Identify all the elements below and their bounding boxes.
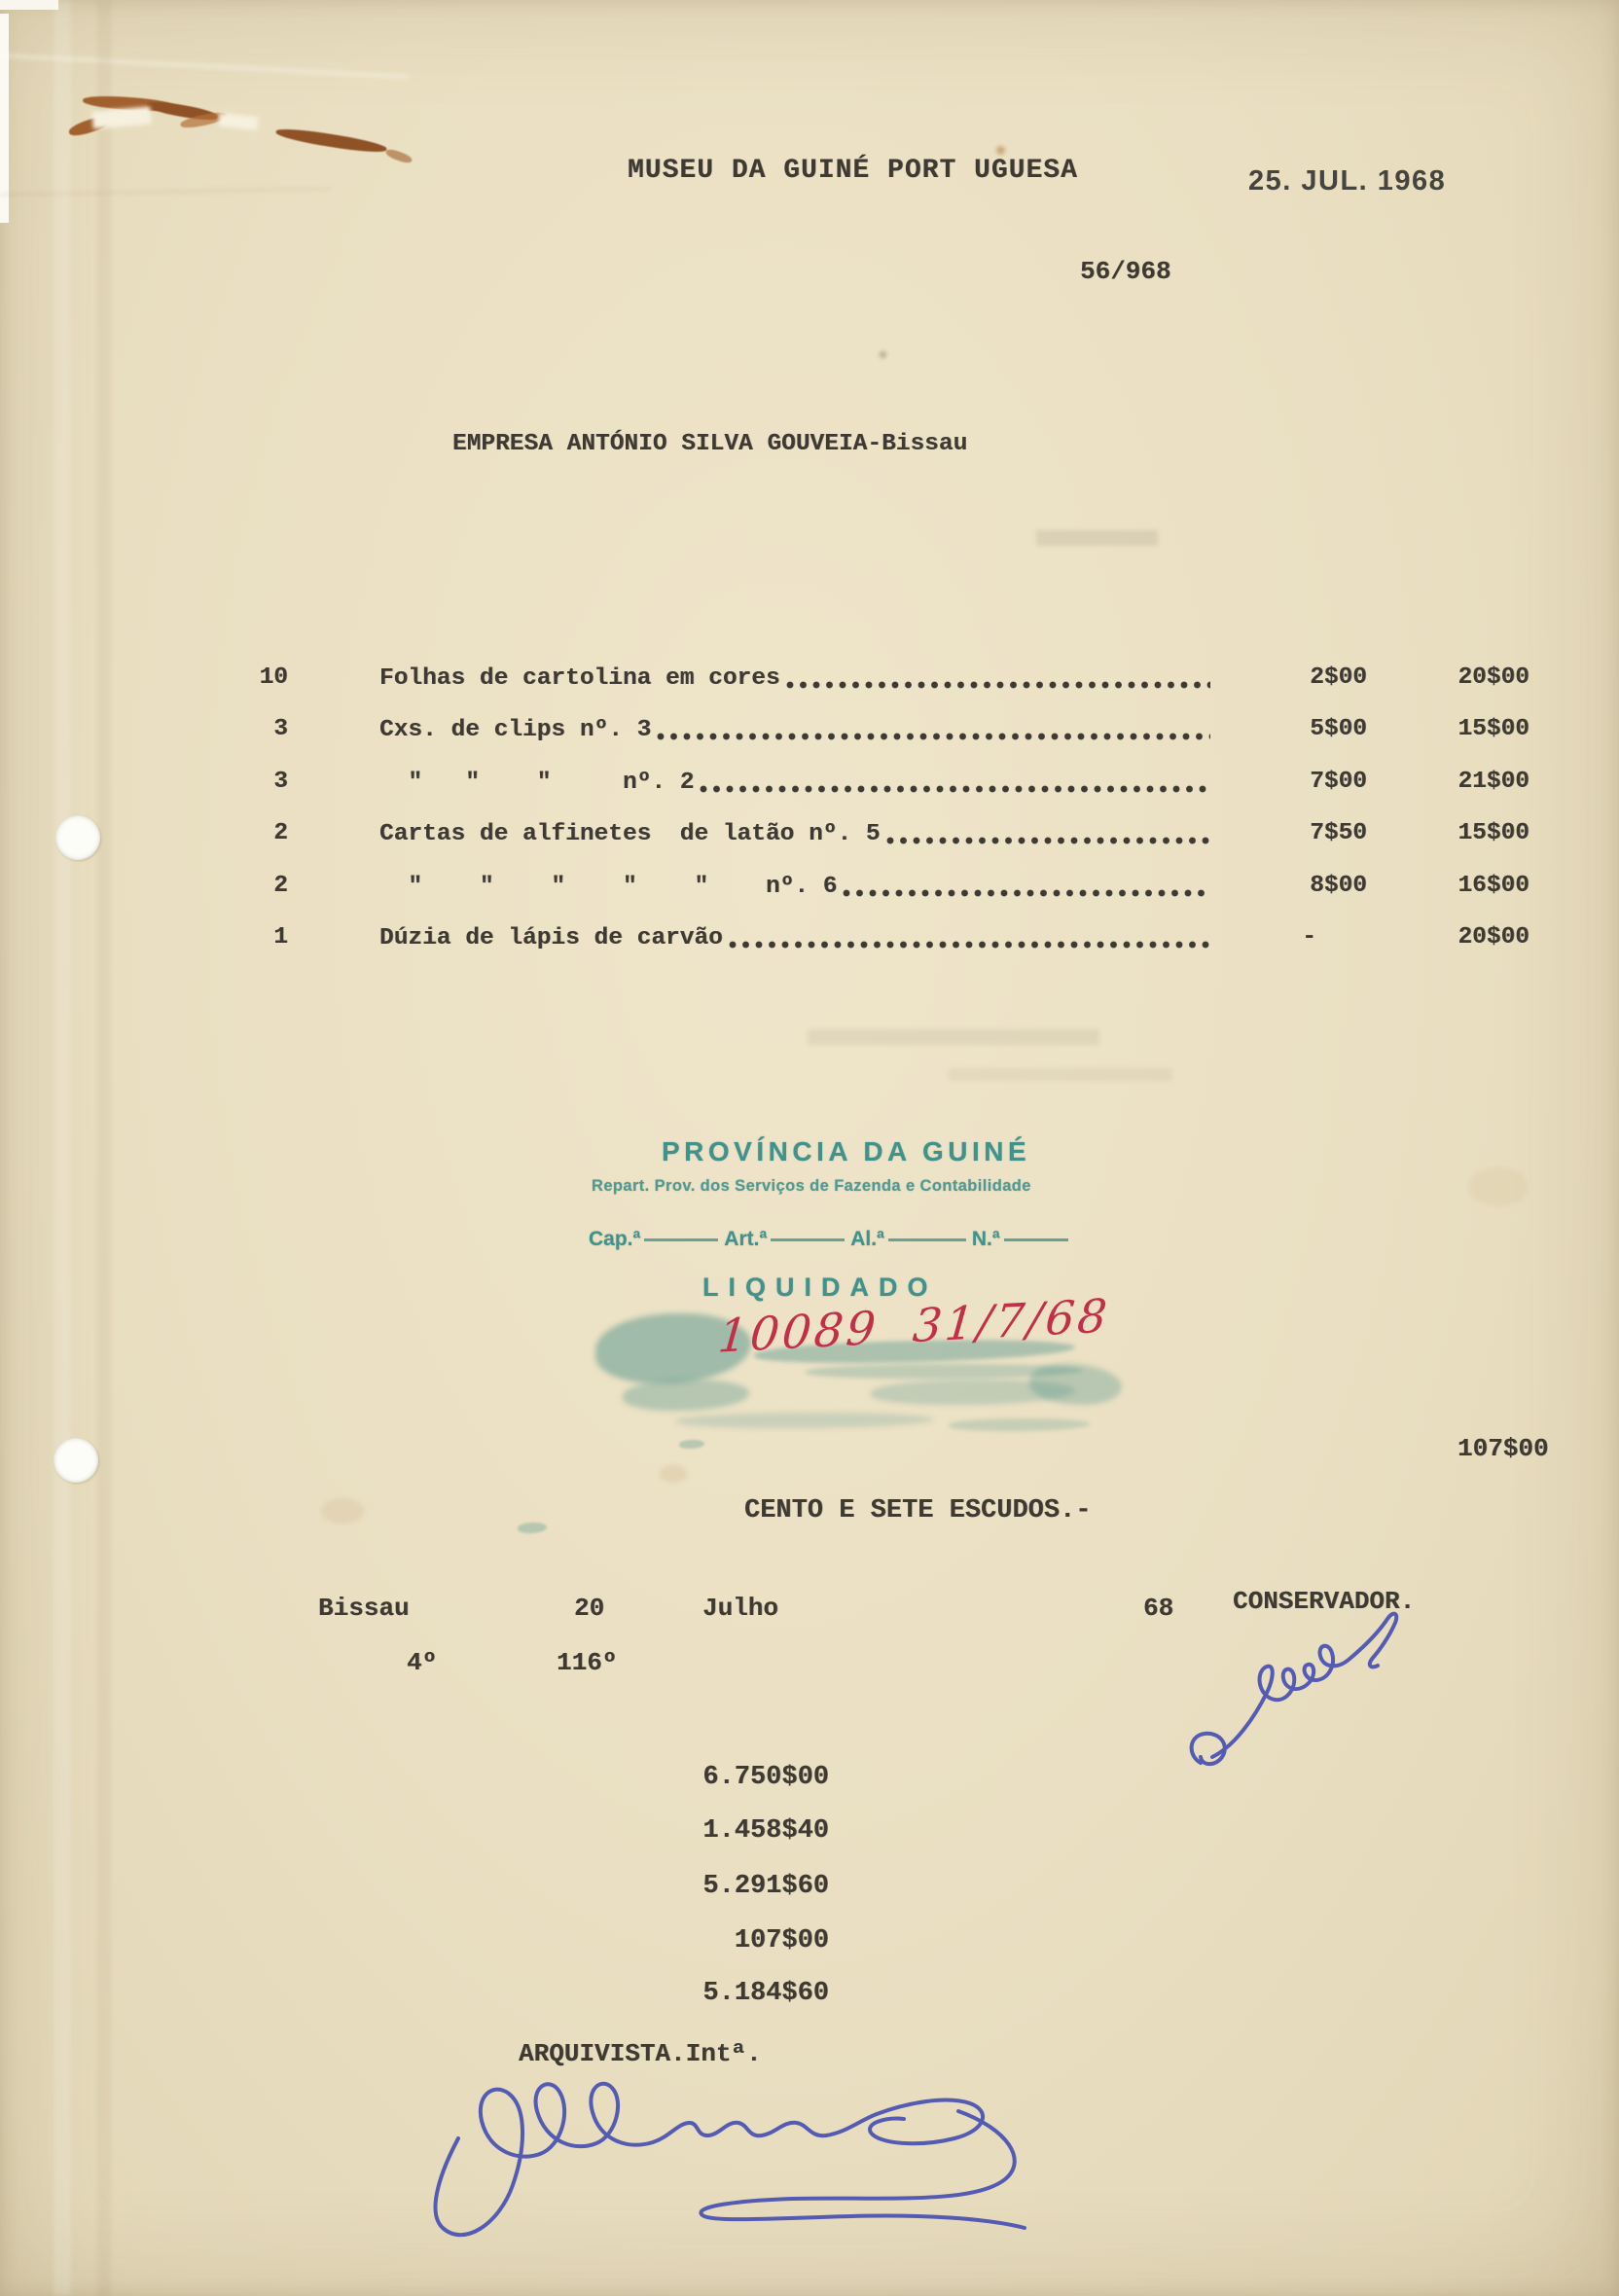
stamp-fields bbox=[589, 1228, 1074, 1251]
supplier-name: EMPRESA ANTÓNIO SILVA GOUVEIA-Bissau bbox=[452, 431, 968, 457]
stamp-liquidado: LIQUIDADO bbox=[702, 1273, 938, 1302]
stamp-field-line bbox=[644, 1238, 718, 1241]
stain bbox=[1469, 1167, 1528, 1206]
stain bbox=[321, 1498, 364, 1524]
stamp-field-line bbox=[771, 1238, 845, 1241]
calc-value: 5.184$60 bbox=[702, 1979, 829, 2008]
punch-hole-bottom bbox=[54, 1438, 98, 1483]
item-desc: " " " nº. 2 bbox=[379, 769, 1212, 798]
footer-year: 68 bbox=[1143, 1594, 1174, 1623]
item-unit-price: - bbox=[1302, 924, 1316, 951]
stamp-smudge bbox=[679, 1440, 704, 1449]
item-desc: Dúzia de lápis de carvão bbox=[379, 924, 1212, 953]
dot-leader bbox=[784, 680, 1210, 690]
footer-place: Bissau bbox=[318, 1594, 410, 1623]
item-qty: 2 bbox=[273, 873, 288, 899]
calc-column bbox=[603, 1763, 829, 2045]
item-desc: Folhas de cartolina em cores bbox=[379, 664, 1212, 694]
calc-value: 6.750$00 bbox=[702, 1763, 829, 1792]
dot-leader bbox=[884, 836, 1210, 845]
calc-value: 1.458$40 bbox=[702, 1816, 829, 1846]
total-in-words: CENTO E SETE ESCUDOS.- bbox=[744, 1496, 1092, 1525]
stamp-field-cap: Cap.ª bbox=[589, 1228, 641, 1250]
table-row bbox=[0, 716, 1619, 749]
item-qty: 3 bbox=[273, 716, 288, 742]
item-qty: 2 bbox=[273, 820, 288, 846]
stamp-field-line bbox=[1004, 1238, 1068, 1241]
item-qty: 1 bbox=[273, 924, 288, 951]
bleed-through-mark bbox=[808, 1029, 1099, 1045]
footer-ref-b: 116º bbox=[557, 1648, 618, 1677]
stamp-field-n: N.ª bbox=[971, 1228, 1000, 1250]
table-row bbox=[0, 873, 1619, 906]
dot-leader bbox=[655, 732, 1210, 741]
dot-leader bbox=[841, 888, 1210, 898]
stamp-smudge bbox=[949, 1418, 1090, 1431]
stamp-field-art: Art.ª bbox=[724, 1228, 768, 1250]
table-row bbox=[0, 820, 1619, 853]
stamp-smudge bbox=[623, 1380, 749, 1411]
item-total: 20$00 bbox=[1457, 664, 1529, 691]
calc-value: 5.291$60 bbox=[702, 1872, 829, 1901]
calc-value: 107$00 bbox=[734, 1926, 829, 1955]
fiscal-stamp bbox=[545, 1119, 1148, 1469]
arquivista-title: ARQUIVISTA.Intª. bbox=[519, 2039, 762, 2068]
item-qty: 3 bbox=[273, 769, 288, 795]
museum-title: MUSEU DA GUINÉ PORT UGUESA bbox=[628, 156, 1078, 186]
conservador-title: CONSERVADOR. bbox=[1233, 1587, 1416, 1616]
item-unit-price: 5$00 bbox=[1310, 716, 1367, 742]
stamp-field-line bbox=[888, 1238, 966, 1241]
item-total: 20$00 bbox=[1457, 924, 1529, 951]
footer-month: Julho bbox=[702, 1594, 779, 1623]
item-unit-price: 7$50 bbox=[1310, 820, 1367, 846]
item-desc: Cartas de alfinetes de latão nº. 5 bbox=[379, 820, 1212, 849]
item-unit-price: 8$00 bbox=[1310, 873, 1367, 899]
table-row bbox=[0, 664, 1619, 698]
item-total: 15$00 bbox=[1457, 716, 1529, 742]
stamp-subtitle: Repart. Prov. dos Serviços de Fazenda e Contabilidade bbox=[592, 1177, 1031, 1195]
item-total: 21$00 bbox=[1457, 769, 1529, 795]
item-qty: 10 bbox=[259, 664, 288, 691]
stamp-smudge bbox=[676, 1413, 934, 1428]
conservador-signature bbox=[1185, 1607, 1467, 1782]
item-total: 16$00 bbox=[1457, 873, 1529, 899]
dot-leader bbox=[698, 784, 1210, 794]
table-row bbox=[0, 924, 1619, 957]
footer-ref-a: 4º bbox=[407, 1648, 438, 1677]
item-desc: Cxs. de clips nº. 3 bbox=[379, 716, 1212, 745]
table-row bbox=[0, 769, 1619, 802]
date-stamp: 25. JUL. 1968 bbox=[1248, 165, 1447, 197]
grand-total: 107$00 bbox=[1457, 1434, 1549, 1463]
dot-leader bbox=[727, 940, 1210, 950]
line-items-table bbox=[0, 0, 1619, 973]
item-unit-price: 7$00 bbox=[1310, 769, 1367, 795]
item-unit-price: 2$00 bbox=[1310, 664, 1367, 691]
handwritten-receipt-number: 10089 31/7/68 bbox=[715, 1289, 1112, 1364]
footer-day: 20 bbox=[574, 1594, 605, 1623]
arquivista-signature bbox=[414, 2051, 1036, 2260]
bleed-through-mark bbox=[949, 1068, 1172, 1081]
reference-number: 56/968 bbox=[1080, 257, 1171, 286]
stamp-title: PROVÍNCIA DA GUINÉ bbox=[662, 1136, 1031, 1166]
item-total: 15$00 bbox=[1457, 820, 1529, 846]
item-desc: " " " " " nº. 6 bbox=[379, 873, 1212, 902]
stamp-field-al: Al.ª bbox=[850, 1228, 884, 1250]
